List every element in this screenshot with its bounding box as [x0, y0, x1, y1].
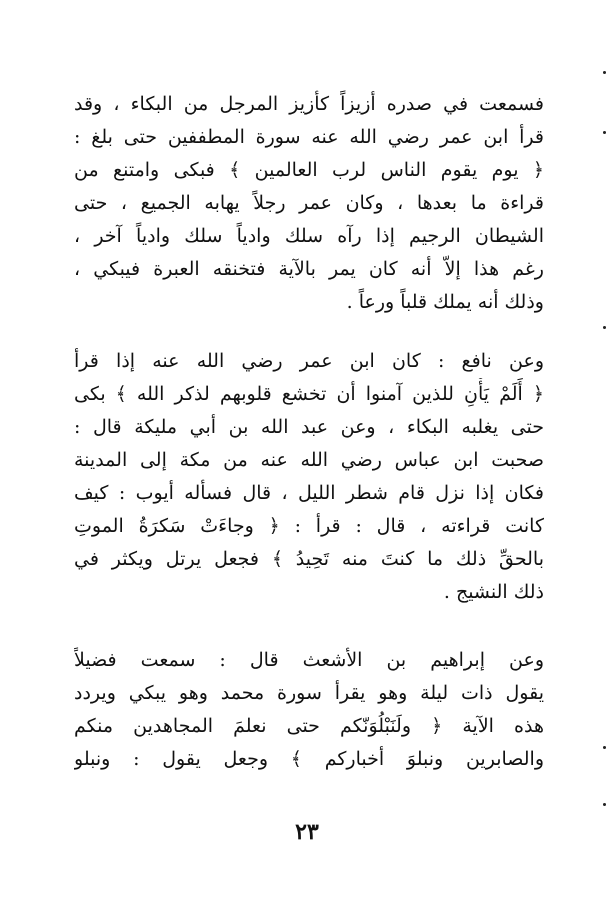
text-line: فكان إذا نزل قام شطر الليل ، قال فسأله أيوب : كيف [74, 482, 544, 504]
margin-mark [603, 71, 606, 74]
text-line: ﴿ أَلَمْ يَأْنِ للذين آمنوا أن تخشع قلوبهم لذكر الله ﴾ بكى [74, 383, 544, 405]
margin-mark [603, 326, 606, 329]
text-line: وعن نافع : كان ابن عمر رضي الله عنه إذا قرأ [74, 350, 544, 372]
paragraph-ibrahim [74, 644, 544, 776]
text-line: الشيطان الرجيم إذا رآه سلك وادياً سلك وادياً آخر ، [74, 225, 544, 247]
text-line: بالحقِّ ذلك ما كنتَ منه تَحِيدُ ﴾ فجعل يرتل ويكثر في [74, 548, 544, 570]
text-line: هذه الآية ﴿ ولَنَبْلُوَنّكم حتى نعلمَ المجاهدين منكم [74, 715, 544, 737]
margin-mark [603, 131, 606, 134]
margin-mark [603, 803, 606, 806]
margin-mark [603, 746, 606, 749]
text-line: قراءة ما بعدها ، وكان عمر رجلاً يهابه الجميع ، حتى [74, 192, 544, 214]
text-line: قرأ ابن عمر رضي الله عنه سورة المطففين حتى بلغ : [74, 126, 544, 148]
text-line: وعن إبراهيم بن الأشعث قال : سمعت فضيلاً [74, 649, 544, 671]
text-line: كانت قراءته ، قال : قرأ : ﴿ وجاءَتْ سَكرَةُ الموتِ [74, 515, 544, 537]
text-line: ذلك النشيج . [443, 581, 544, 603]
text-line: فسمعت في صدره أزيزاً كأزيز المرجل من البكاء ، وقد [74, 93, 544, 115]
text-line: والصابرين ونبلوَ أخباركم ﴾ وجعل يقول : ونبلو [74, 748, 544, 770]
paragraph-nafi [74, 345, 544, 609]
page-number: ٢٣ [295, 819, 319, 845]
text-line: صحبت ابن عباس رضي الله عنه من مكة إلى المدينة [74, 449, 544, 471]
text-line: حتى يغلبه البكاء ، وعن عبد الله بن أبي مليكة قال : [74, 416, 544, 438]
text-line: يقول ذات ليلة وهو يقرأ سورة محمد وهو يبكي ويردد [74, 682, 544, 704]
paragraph-ibn-umar [74, 88, 544, 319]
text-line: وذلك أنه يملك قلباً ورعاً . [346, 291, 544, 313]
text-line: ﴿ يوم يقوم الناس لرب العالمين ﴾ فبكى وامتنع من [74, 159, 544, 181]
text-line: رغم هذا إلاّ أنه كان يمر بالآية فتخنقه العبرة فيبكي ، [74, 258, 544, 280]
